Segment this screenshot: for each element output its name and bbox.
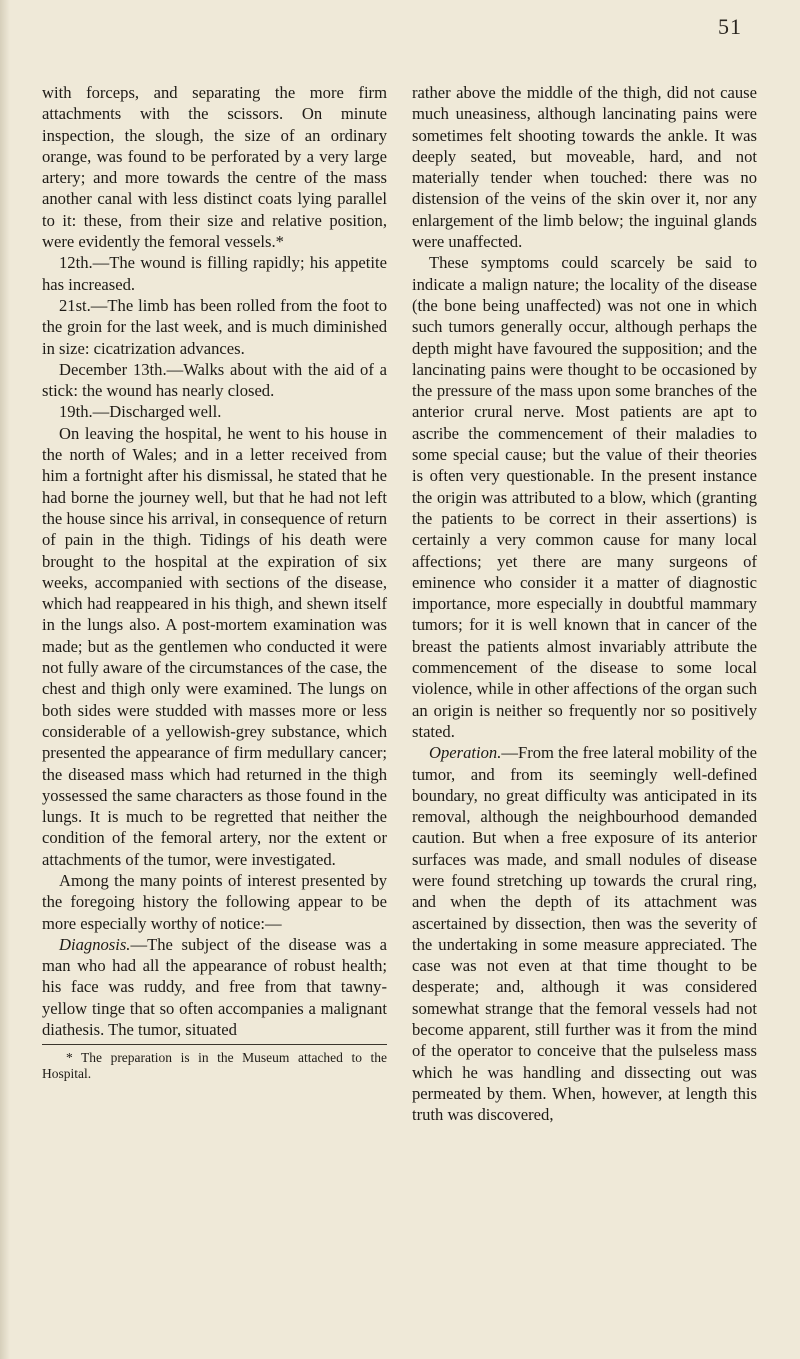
paragraph: 21st.—The limb has been rolled from the foot to the groin for the last week, and is much diminished in size: cicatrization advances.	[42, 295, 387, 358]
paragraph: Among the many points of interest presented by the foregoing history the following appear to be more especially worthy of notice:—	[42, 870, 387, 933]
footnote-divider	[42, 1044, 387, 1045]
paragraph-text: —From the free lateral mobility of the tumor, and from its seemingly well-defined boundary, no great difficulty was anticipated in its removal, although the neighbourhood demanded caution. But when a free exposure of its anterior surfaces was made, and small nodules of disease were found stretching up towards the crural ring, and when the depth of its attachment was ascertained by dissection, then was the severity of the undertaking in some measure appreciated. The case was not even at that time thought to be desperate; and, although it was considered somewhat strange that the femoral vessels had not become apparent, still further was it from the mind of the operator to conceive that the pulseless mass which he was handling and dissecting out was permeated by them. When, however, at length this truth was discovered,	[412, 743, 757, 1125]
paragraph: 12th.—The wound is filling rapidly; his appetite has increased.	[42, 253, 387, 294]
section-heading-operation: Operation.	[429, 743, 502, 763]
paragraph: with forceps, and separating the more firm attachments with the scissors. On minute inspection, the slough, the size of an ordinary orange, was found to be perforated by a very large artery; and more towards the centre of the mass another canal with less distinct coats lying parallel to it: these, from their size and relative position, were evidently the femoral vessels.*	[42, 83, 387, 252]
left-column	[42, 82, 387, 1082]
diagnosis-paragraph	[42, 934, 387, 1040]
page-number: 51	[718, 14, 742, 39]
right-column	[412, 82, 757, 1126]
paragraph: On leaving the hospital, he went to his house in the north of Wales; and in a letter received from him a fortnight after his dismissal, he stated that he had borne the journey well, but that he had not left the house since his arrival, in consequence of return of pain in the thigh. Tidings of his death were brought to the hospital at the expiration of six weeks, accompanied with sections of the disease, which had reappeared in his thigh, and shewn itself in the lungs also. A post-mortem examination was made; but as the gentlemen who conducted it were not fully aware of the circumstances of the case, the chest and thigh only were examined. The lungs on both sides were studded with masses more or less considerable of a yellowish-grey substance, which presented the appearance of firm medullary cancer; the diseased mass which had returned in the thigh yossessed the same characters as those found in the lungs. It is much to be regretted that neither the condition of the femoral artery, nor the extent or attachments of the tumor, were investigated.	[42, 423, 387, 869]
paragraph: rather above the middle of the thigh, did not cause much uneasiness, although lancinating pains were sometimes felt shooting towards the ankle. It was deeply seated, but moveable, hard, and not materially tender when touched: there was no distension of the veins of the skin over it, nor any enlargement of the limb below; the inguinal glands were unaffected.	[412, 83, 757, 252]
paragraph: These symptoms could scarcely be said to indicate a malign nature; the locality of the disease (the bone being unaffected) was not one in which such tumors generally occur, although perhaps the depth might have favoured the supposition; and the lancinating pains were thought to be occasioned by the pressure of the mass upon some branches of the anterior crural nerve. Most patients are apt to ascribe the commencement of their maladies to some special cause; but the value of their theories is often very questionable. In the present instance the origin was attributed to a blow, which (granting the patients to be correct in their assertions) is certainly a very common cause for many local affections; yet there are many surgeons of eminence who consider it a matter of diagnostic importance, more especially in doubtful mammary tumors; for it is well known that in cancer of the breast the patients almost invariably attribute the commencement of the disease to some local violence, while in other affections of the organ such an origin is neither so frequently nor so positively stated.	[412, 253, 757, 741]
paragraph: December 13th.—Walks about with the aid of a stick: the wound has nearly closed.	[42, 359, 387, 401]
operation-paragraph	[412, 742, 757, 1125]
section-heading-diagnosis: Diagnosis.	[59, 934, 131, 954]
footnote: * The preparation is in the Museum attached to the Hospital.	[42, 1050, 387, 1082]
paragraph-text: —The subject of the disease was a man who had all the appearance of robust health; his face was ruddy, and free from that tawny-yellow tinge that so often accompanies a malignant diathesis. The tumor, situated	[42, 934, 387, 1040]
binding-edge	[0, 0, 10, 1359]
paragraph: 19th.—Discharged well.	[59, 402, 222, 422]
